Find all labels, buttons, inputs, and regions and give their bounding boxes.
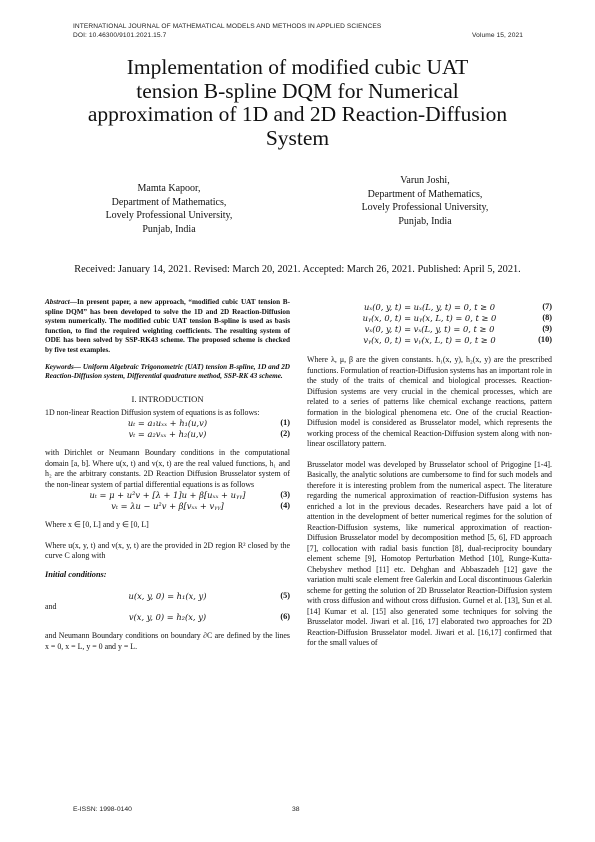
author-block-1: [74, 182, 264, 236]
intro-paragraph: and Neumann Boundary conditions on boundary ∂C are defined by the lines x = 0, x = L, y = 0 and y = L.: [45, 631, 290, 651]
title-line: System: [265, 125, 330, 150]
author-block-2: [330, 174, 520, 228]
equation-number: (10): [538, 335, 552, 344]
equation-number: (5): [280, 590, 290, 600]
equation-text: uₜ = μ + u²v + [λ + 1]u + β[uₓₓ + uᵧᵧ]: [89, 490, 246, 501]
received-dates: Received: January 14, 2021. Revised: March 20, 2021. Accepted: March 26, 2021. Published: April 5, 2021.: [74, 264, 521, 275]
equation-number: (8): [542, 313, 552, 322]
equation-number: (1): [280, 418, 290, 428]
author-place: Punjab, India: [398, 215, 452, 227]
equation-text: uᵧ(x, 0, t) = uᵧ(x, L, t) = 0, t ≥ 0: [362, 313, 497, 323]
equation-text: vₓ(0, y, t) = vₓ(L, y, t) = 0, t ≥ 0: [364, 324, 495, 334]
intro-paragraph: Where u(x, y, t) and v(x, y, t) are the provided in 2D region R² closed by the curve C along with: [45, 540, 290, 561]
equation-text: u(x, y, 0) = h₁(x, y): [128, 590, 207, 601]
issn: E-ISSN: 1998-0140: [73, 806, 132, 813]
section-heading: I. INTRODUCTION: [131, 393, 204, 404]
paper-title: [40, 56, 555, 150]
equation-text: v(x, y, 0) = h₂(x, y): [128, 612, 207, 623]
abstract-text: In present paper, a new approach, “modified cubic UAT tension B-spline DQM” has been developed to solve the 1D and 2D Reaction-Diffusion system numerically. The modified cubic UAT tension B-spline is used as basis function, to find the required weighting coefficients. The resulting system of ODE has been solved by SSP-RK43 scheme. The proposed scheme is checked by five test examples.: [45, 298, 290, 354]
equation-2: [45, 429, 290, 440]
equation-number: (4): [280, 501, 290, 511]
equation-4: [45, 501, 290, 512]
author-name: Varun Joshi,: [400, 175, 450, 186]
body-paragraph: Brusselator model was developed by Brusselator school of Prigogine [1-4]. Basically, the analytic solutions are cumbersome to find for such models and therefore it is interesting problem from the numerical aspect. The literature regarding the numerical approximation of reaction-Diffusion systems has enriched a lot in the previous decades. Researchers have paid a lot of attention in the development of better numerical regimes for the solution of Reaction-Diffusion systems, like numerical approximation of reaction-Diffusion Brusselator model by decomposition method [5, 6], FD approach [7], collocation with radial basis function [8], dual-reciprocity boundary element scheme [9], Homotop Perturbation Method [10], Runge-Kutta-Chebyshev method [11] etc. Dehghan and Abbaszadeh [12] gave the variation multi scale element free Galerkin and Local discontinuous Galerkin scheme for getting the solution of 2D Brusselator Reaction-Diffusion system with cross diffusion and without cross diffusion. Gurnel et al. [13], Sun et al. [14] Kumar et al. [15] also generated some techniques for solving the Brusselator model. Jiwari et al. [16, 17] elaborated two approaches for 2D Reaction-Diffusion Brusselator model. Jiwari et al. [16,17] confirmed that for the small values of: [307, 459, 552, 647]
equation-text: uₓ(0, y, t) = uₓ(L, y, t) = 0, t ≥ 0: [363, 302, 496, 312]
abstract: [45, 298, 290, 356]
equation-8: [307, 313, 552, 324]
equation-5: [45, 591, 290, 602]
intro-paragraph: with Dirichlet or Neumann Boundary conditions in the computational domain [a, b]. Where u(x, t) and v(x, t) are the real valued functions, h₁ and h₂ are the arbitrary constants. 2D Reaction Diffusion Brusselator system of the non-linear system of partial differential equations is as follows: [45, 448, 290, 489]
equation-1: [45, 418, 290, 429]
keywords: Keywords— Uniform Algebraic Trigonometric (UAT) tension B-spline, 1D and 2D Reaction-Diffusion system, Differential quadrature method, SSP-RK 43 scheme.: [45, 362, 290, 381]
and-text: and: [45, 601, 57, 611]
title-line: tension B-spline DQM for Numerical: [136, 78, 459, 103]
doi: DOI: 10.46300/9101.2021.15.7: [73, 32, 167, 39]
left-column: [45, 298, 290, 652]
domain-text: Where x ∈ [0, L] and y ∈ [0, L]: [45, 520, 149, 530]
author-name: Mamta Kapoor,: [137, 183, 201, 194]
intro-paragraph: 1D non-linear Reaction Diffusion system of equations is as follows:: [45, 407, 260, 417]
right-column: [307, 302, 552, 649]
equation-text: uₜ = a₁uₓₓ + h₁(u,v): [127, 418, 208, 429]
equation-number: (3): [280, 490, 290, 500]
journal-name: INTERNATIONAL JOURNAL OF MATHEMATICAL MODELS AND METHODS IN APPLIED SCIENCES: [73, 23, 382, 30]
body-paragraph: Where λ, μ, β are the given constants. h₁(x, y), h₂(x, y) are the prescribed functions. Formulation of reaction-Diffusion systems has an important role in the study of the traits of chemical and biological processes. Reaction-Diffusion systems are very crucial in the chemical processes, which are related to a series of patterns like chemical exchange reactions, pattern formation in the biological phenomena etc. One of the crucial Reaction-Diffusion model is considered as Brusselator model, which represents the working process of the chemical Reaction-Diffusion system along with non-linear oscillatory pattern.: [307, 355, 552, 448]
author-dept: Department of Mathematics,: [367, 188, 483, 200]
abstract-lead: Abstract—: [45, 298, 77, 306]
title-line: approximation of 1D and 2D Reaction-Diffusion: [87, 102, 508, 126]
equation-10: [307, 335, 552, 346]
equation-number: (9): [542, 324, 552, 333]
author-dept: Department of Mathematics,: [111, 196, 227, 208]
subheading: Initial conditions:: [45, 569, 107, 579]
equation-number: (6): [280, 612, 290, 622]
equation-text: vₜ = a₂vₓₓ + h₂(u,v): [128, 429, 207, 440]
author-place: Punjab, India: [142, 223, 196, 235]
equation-6: [45, 612, 290, 623]
equation-number: (7): [542, 302, 552, 311]
equation-3: [45, 490, 290, 501]
author-univ: Lovely Professional University,: [361, 202, 489, 214]
volume: Volume 15, 2021: [472, 32, 523, 39]
equation-number: (2): [280, 429, 290, 439]
equation-7: [307, 302, 552, 313]
page-number: 38: [292, 806, 300, 813]
author-univ: Lovely Professional University,: [105, 210, 233, 222]
equation-text: vₜ = λu − u²v + β[vₓₓ + vᵧᵧ]: [111, 501, 224, 512]
equation-9: [307, 324, 552, 335]
equation-text: vᵧ(x, 0, t) = vᵧ(x, L, t) = 0, t ≥ 0: [363, 335, 496, 345]
title-line: Implementation of modified cubic UAT: [126, 55, 469, 79]
